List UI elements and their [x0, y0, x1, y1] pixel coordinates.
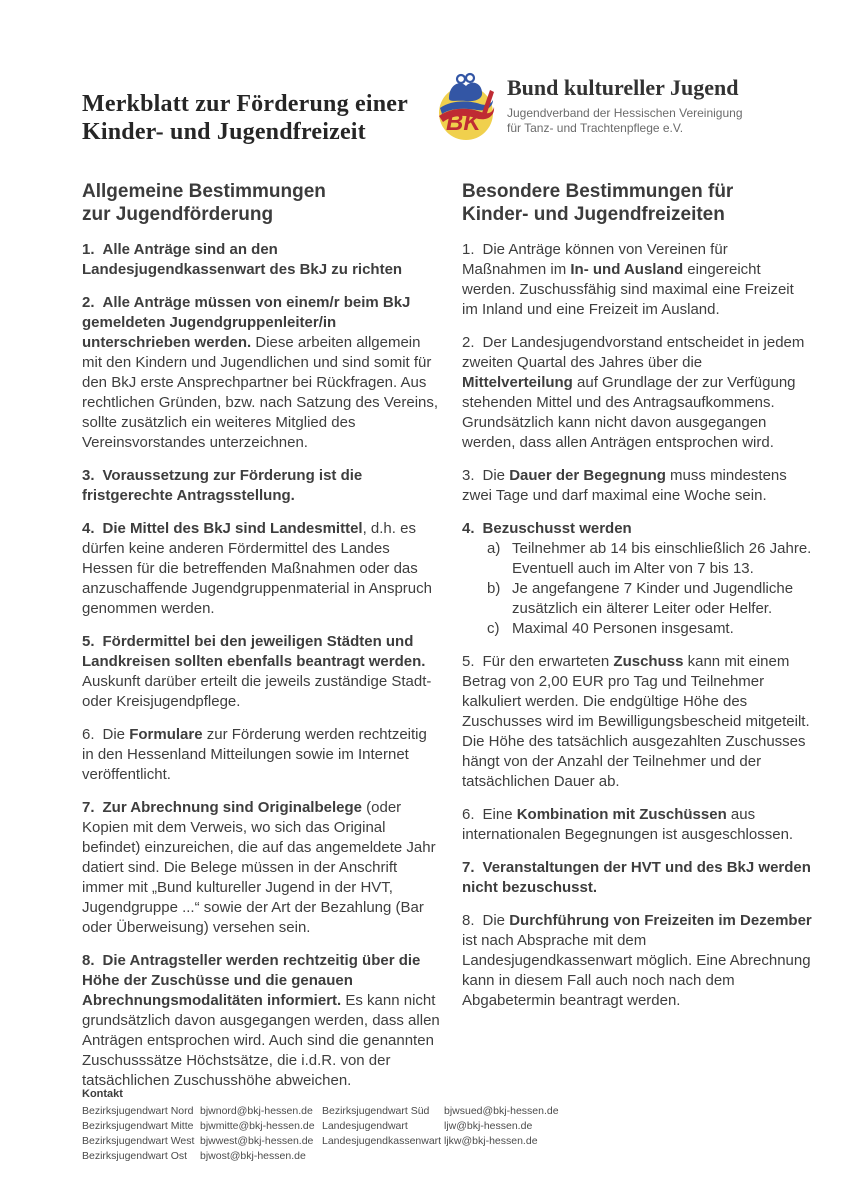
- org-name: Bund kultureller Jugend: [507, 75, 739, 100]
- item-text: Fördermittel bei den jeweiligen Städten und Landkreisen sollten ebenfalls beantragt werden.: [82, 633, 426, 670]
- item-text: Die: [482, 467, 510, 484]
- item-text: Bezuschusst werden: [482, 520, 632, 537]
- left-column: [82, 180, 442, 1091]
- list-item: [462, 466, 812, 506]
- contact-role: Landesjugendwart: [322, 1120, 408, 1132]
- item-number: 1.: [82, 241, 95, 258]
- list-item: [462, 911, 812, 1011]
- item-text: Auskunft darüber erteilt die jeweils zuständige Stadt- oder Kreisjugendpflege.: [82, 673, 432, 710]
- list-item: [82, 240, 442, 280]
- sub-list-item: [487, 619, 812, 639]
- item-text: Eine: [482, 806, 517, 823]
- list-item: [82, 951, 442, 1091]
- document-body: [82, 180, 812, 1091]
- item-number: 1.: [462, 241, 475, 258]
- left-heading-line1: Allgemeine Bestimmungen: [82, 181, 326, 202]
- sub-list-item: [487, 579, 812, 619]
- item-text: Die Antragsteller werden rechtzeitig über die Höhe der Zuschüsse und die genauen Abrechnungsmodalitäten informiert.: [82, 952, 421, 1009]
- document-title-line1: Merkblatt zur Förderung einer: [82, 91, 408, 118]
- item-text: Diese arbeiten allgemein mit den Kindern und Jugendlichen und sind somit für den BkJ erste Ansprechpartner bei Rückfragen. Aus rechtlichen Gründen, bzw. nach Satzung des Vereins, sollte zusätzlich ein weiteres Mitglied des Vereinsvorstandes unterzeichnen.: [82, 334, 439, 451]
- left-column-heading: [82, 180, 442, 226]
- document-title-line2: Kinder- und Jugendfreizeit: [82, 119, 366, 146]
- contact-email: ljkw@bkj-hessen.de: [444, 1135, 538, 1147]
- item-number: 6.: [82, 726, 95, 743]
- item-number: 3.: [82, 467, 95, 484]
- brand-text: [507, 74, 743, 136]
- item-text: Formulare: [129, 726, 203, 743]
- org-subtitle: [507, 106, 743, 136]
- sub-item-text: Je angefangene 7 Kinder und Jugendliche zusätzlich ein älterer Leiter oder Helfer.: [512, 580, 794, 617]
- org-subtitle-line1: Jugendverband der Hessischen Vereinigung: [507, 106, 743, 120]
- item-text: eingereicht werden. Zuschussfähig sind maximal eine Freizeit im Inland und eine Freizeit im Ausland.: [462, 261, 794, 318]
- left-heading-line2: zur Jugendförderung: [82, 204, 274, 225]
- list-item: [462, 858, 812, 898]
- sub-item-label: a): [487, 540, 501, 557]
- item-text: Die Mittel des BkJ sind Landesmittel: [102, 520, 363, 537]
- document-title: [82, 90, 435, 146]
- right-column: [462, 180, 812, 1091]
- item-text: Zur Abrechnung sind Originalbelege: [102, 799, 362, 816]
- contact-email: bjwmitte@bkj-hessen.de: [200, 1120, 315, 1132]
- list-item: [82, 798, 442, 938]
- contact-role: Bezirksjugendwart Nord: [82, 1105, 194, 1117]
- contact-email: [444, 1150, 818, 1162]
- item-text: In- und Ausland: [570, 261, 684, 278]
- list-item: [462, 333, 812, 453]
- right-column-heading: [462, 180, 812, 226]
- item-text: Alle Anträge müssen von einem/r beim BkJ gemeldeten Jugendgruppenleiter/in unterschrieben werden.: [82, 294, 411, 351]
- contact-footer: [82, 1088, 818, 1162]
- contact-email: bjwsued@bkj-hessen.de: [444, 1105, 559, 1117]
- logo-monogram: BK: [446, 109, 481, 136]
- item-number: 8.: [462, 912, 475, 929]
- item-number: 4.: [462, 520, 475, 537]
- item-number: 5.: [462, 653, 475, 670]
- item-text: Es kann nicht grundsätzlich davon ausgegangen werden, dass allen Anträgen entsprochen wird. Auch sind die genannten Zuschusssätze Höchstsätze, die i.d.R. von der tatsächlichen Zuschusshöhe abweichen.: [82, 992, 440, 1089]
- item-text: Zuschuss: [613, 653, 684, 670]
- sub-item-label: c): [487, 620, 500, 637]
- item-text: Voraussetzung zur Förderung ist die fristgerechte Antragsstellung.: [82, 467, 363, 504]
- item-number: 7.: [82, 799, 95, 816]
- contact-role: Landesjugendkassenwart: [322, 1135, 442, 1147]
- list-item: [462, 240, 812, 320]
- contact-email: bjwwest@bkj-hessen.de: [200, 1135, 314, 1147]
- item-text: Die: [482, 912, 510, 929]
- contact-role: Bezirksjugendwart Mitte: [82, 1120, 194, 1132]
- document-header: [82, 74, 818, 162]
- contact-role: Bezirksjugendwart Süd: [322, 1105, 430, 1117]
- item-number: 3.: [462, 467, 475, 484]
- item-text: Der Landesjugendvorstand entscheidet in jedem zweiten Quartal des Jahres über die: [462, 334, 805, 371]
- item-number: 8.: [82, 952, 95, 969]
- sub-list-item: [487, 539, 812, 579]
- right-heading-line2: Kinder- und Jugendfreizeiten: [462, 204, 725, 225]
- bkj-logo-icon: [435, 71, 498, 141]
- item-text: Für den erwarteten: [482, 653, 614, 670]
- item-text: muss mindestens zwei Tage und darf maximal eine Woche sein.: [462, 467, 787, 504]
- contact-role: Bezirksjugendwart Ost: [82, 1150, 188, 1162]
- item-text: ist nach Absprache mit dem Landesjugendkassenwart möglich. Eine Abrechnung kann in diesem Fall auch noch nach dem Abgabetermin beantragt werden.: [462, 932, 811, 1009]
- brand-block: [435, 74, 743, 162]
- item-text: , d.h. es dürfen keine anderen Fördermittel des Landes Hessen für die betreffenden Maßnahmen oder das anzuschaffende Jugendgruppenmaterial in Anspruch genommen werden.: [82, 520, 432, 617]
- list-item: [82, 725, 442, 785]
- list-item: [82, 293, 442, 453]
- item-number: 6.: [462, 806, 475, 823]
- item-text: kann mit einem Betrag von 2,00 EUR pro Tag und Teilnehmer kalkuliert werden. Die endgültige Höhe des Zuschusses wird im Bewilligungsbescheid mitgeteilt. Die Höhe des tatsächlich ausgezahlten Zuschusses hängt von der Anzahl der Teilnehmer und der tatsächlichen Dauer ab.: [462, 653, 810, 790]
- item-text: auf Grundlage der zur Verfügung stehenden Mittel und des Antragsaufkommens. Grundsätzlich kann nicht davon ausgegangen werden, dass allen Anträgen entsprochen wird.: [462, 374, 796, 451]
- item-number: 2.: [82, 294, 95, 311]
- item-text: (oder Kopien mit dem Verweis, wo sich das Original befindet) einzureichen, die auf das angemeldete Jahr datiert sind. Die Belege müssen in der Anschrift immer mit „Bund kultureller Jugend in der HVT, Jugendgruppe ...“ sowie der Art der Bezahlung (Bar oder Überweisung) versehen sein.: [82, 799, 436, 936]
- item-text: Veranstaltungen der HVT und des BkJ werden nicht bezuschusst.: [462, 859, 811, 896]
- list-item: [462, 652, 812, 792]
- item-text: Alle Anträge sind an den Landesjugendkassenwart des BkJ zu richten: [82, 241, 403, 278]
- contact-email: bjwnord@bkj-hessen.de: [200, 1105, 313, 1117]
- contact-role: [322, 1150, 444, 1162]
- list-item: [462, 519, 812, 639]
- item-text: Dauer der Begegnung: [509, 467, 666, 484]
- item-text: Mittelverteilung: [462, 374, 573, 391]
- list-item: [462, 805, 812, 845]
- contact-email: ljw@bkj-hessen.de: [444, 1120, 533, 1132]
- item-number: 2.: [462, 334, 475, 351]
- contact-heading: Kontakt: [82, 1088, 123, 1100]
- right-item-list: [462, 240, 812, 1011]
- item-text: Kombination mit Zuschüssen: [516, 806, 727, 823]
- item-number: 4.: [82, 520, 95, 537]
- item-number: 7.: [462, 859, 475, 876]
- right-heading-line1: Besondere Bestimmungen für: [462, 181, 734, 202]
- item-text: aus internationalen Begegnungen ist ausgeschlossen.: [462, 806, 794, 843]
- left-item-list: [82, 240, 442, 1091]
- sub-item-label: b): [487, 580, 501, 597]
- item-text: Die Anträge können von Vereinen für Maßnahmen im: [462, 241, 728, 278]
- item-text: zur Förderung werden rechtzeitig in den Hessenland Mitteilungen sowie im Internet veröffentlicht.: [82, 726, 427, 783]
- contact-grid: [82, 1105, 818, 1162]
- contact-email: bjwost@bkj-hessen.de: [200, 1150, 306, 1162]
- list-item: [82, 466, 442, 506]
- item-text: Die: [102, 726, 130, 743]
- sub-item-text: Teilnehmer ab 14 bis einschließlich 26 Jahre. Eventuell auch im Alter von 7 bis 13.: [512, 540, 812, 577]
- list-item: [82, 519, 442, 619]
- list-item: [82, 632, 442, 712]
- sub-item-text: Maximal 40 Personen insgesamt.: [512, 620, 734, 637]
- item-number: 5.: [82, 633, 95, 650]
- item-text: Durchführung von Freizeiten im Dezember: [509, 912, 812, 929]
- org-subtitle-line2: für Tanz- und Trachtenpflege e.V.: [507, 121, 684, 135]
- contact-role: Bezirksjugendwart West: [82, 1135, 195, 1147]
